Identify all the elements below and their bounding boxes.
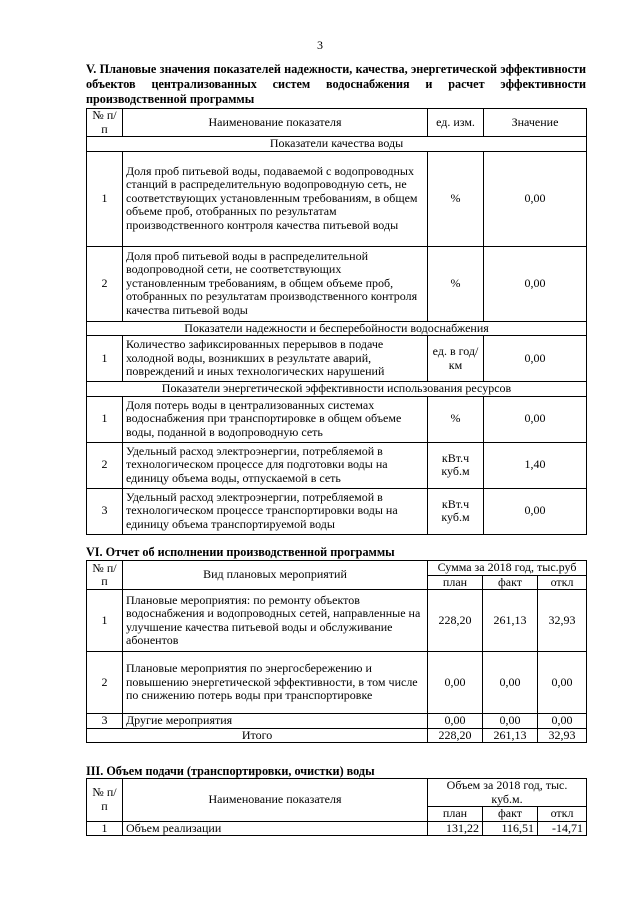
row-unit: кВт.ч куб.м [428,442,484,488]
header-sum: Сумма за 2018 год, тыс.руб [428,561,587,576]
header-dev: откл [538,575,587,590]
section6-header-row [87,561,587,576]
group-title: Показатели надежности и бесперебойности водоснабжения [87,321,587,336]
row-unit: ед. в год/ км [428,336,484,382]
header-name: Наименование показателя [123,109,428,137]
row-dev: 32,93 [538,590,587,652]
group-title: Показатели качества воды [87,137,587,152]
table-row [87,488,587,534]
row-value: 0,00 [484,246,587,321]
section6-title: VI. Отчет об исполнении производственной программы [86,545,395,559]
row-num: 3 [87,714,123,729]
row-fact: 0,00 [483,714,538,729]
header-plan: план [428,575,483,590]
row-fact: 116,51 [483,821,538,836]
row-name: Доля потерь воды в централизованных системах водоснабжения при транспортировке в общем объеме воды, поданной в водопроводную сеть [123,396,428,442]
header-unit: ед. изм. [428,109,484,137]
row-dev: -14,71 [538,821,587,836]
header-num: № п/п [87,561,123,590]
row-name: Доля проб питьевой воды в распределительной водопроводной сети, не соответствующих установленным требованиям, в общем объеме проб, отобранных по результатам производственного контроля качества питьевой воды [123,246,428,321]
table-row [87,396,587,442]
table-row [87,442,587,488]
row-fact: 0,00 [483,652,538,714]
row-name: Количество зафиксированных перерывов в подаче холодной воды, возникших в результате аварий, повреждений и иных технологических нарушений [123,336,428,382]
group-row [87,137,587,152]
row-num: 2 [87,652,123,714]
row-name: Объем реализации [123,821,428,836]
group-title: Показатели энергетической эффективности использования ресурсов [87,382,587,397]
row-num: 2 [87,246,123,321]
row-name: Плановые мероприятия по энергосбережению и повышению энергетической эффективности, в том числе по снижению потерь воды при транспортировке [123,652,428,714]
table-row [87,652,587,714]
header-name: Наименование показателя [123,779,428,822]
section3-table [86,778,587,836]
row-plan: 0,00 [428,714,483,729]
table-row [87,246,587,321]
row-unit: кВт.ч куб.м [428,488,484,534]
row-value: 0,00 [484,336,587,382]
row-dev: 0,00 [538,652,587,714]
row-name: Плановые мероприятия: по ремонту объектов водоснабжения и водопроводных сетей, направленные на улучшение качества питьевой воды и обслуживание абонентов [123,590,428,652]
section5-header-row [87,109,587,137]
row-num: 3 [87,488,123,534]
row-dev: 0,00 [538,714,587,729]
section3-title: III. Объем подачи (транспортировки, очистки) воды [86,764,375,778]
header-plan: план [428,807,483,822]
row-name: Доля проб питьевой воды, подаваемой с водопроводных станций в распределительную водопроводную сеть, не соответствующих установленным требованиям, в общем объеме проб, отобранных по результатам производственного контроля качества питьевой воды [123,151,428,246]
header-num: № п/п [87,109,123,137]
row-plan: 0,00 [428,652,483,714]
header-value: Значение [484,109,587,137]
row-value: 0,00 [484,151,587,246]
section5-table [86,108,587,535]
row-unit: % [428,396,484,442]
row-name: Другие мероприятия [123,714,428,729]
header-vol: Объем за 2018 год, тыс. куб.м. [428,779,587,807]
row-name: Удельный расход электроэнергии, потребляемой в технологическом процессе транспортировки воды на единицу объема транспортируемой воды [123,488,428,534]
row-fact: 261,13 [483,590,538,652]
total-plan: 228,20 [428,728,483,743]
row-num: 2 [87,442,123,488]
table-row [87,714,587,729]
group-row [87,321,587,336]
row-unit: % [428,151,484,246]
row-plan: 228,20 [428,590,483,652]
table-row [87,821,587,836]
row-num: 1 [87,151,123,246]
section6-table [86,560,587,743]
row-num: 1 [87,336,123,382]
group-row [87,382,587,397]
row-num: 1 [87,821,123,836]
header-fact: факт [483,575,538,590]
total-fact: 261,13 [483,728,538,743]
row-value: 1,40 [484,442,587,488]
row-num: 1 [87,590,123,652]
header-name: Вид плановых мероприятий [123,561,428,590]
row-unit: % [428,246,484,321]
page-number: 3 [317,38,323,52]
row-plan: 131,22 [428,821,483,836]
table-row [87,151,587,246]
header-num: № п/п [87,779,123,822]
row-name: Удельный расход электроэнергии, потребляемой в технологическом процессе для подготовки воды на единицу объема воды, отпускаемой в сеть [123,442,428,488]
table-row [87,336,587,382]
row-value: 0,00 [484,396,587,442]
header-fact: факт [483,807,538,822]
row-value: 0,00 [484,488,587,534]
section5-title: V. Плановые значения показателей надежности, качества, энергетической эффективности объектов централизованных систем водоснабжения и расчет эффективности производственной программы [86,62,586,106]
section3-header-row [87,779,587,807]
total-label: Итого [87,728,428,743]
row-num: 1 [87,396,123,442]
table-row [87,590,587,652]
header-dev: откл [538,807,587,822]
total-row [87,728,587,743]
total-dev: 32,93 [538,728,587,743]
